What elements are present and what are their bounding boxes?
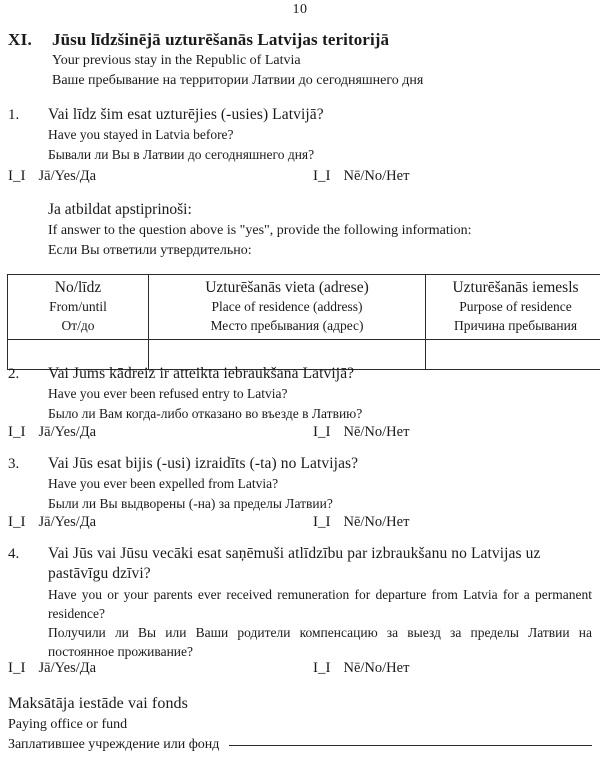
table-header-period-russian: От/до <box>61 317 95 333</box>
table-header-purpose-latvian: Uzturēšanās iemesls <box>452 279 579 296</box>
table-header-period <box>8 275 149 340</box>
question-3-answers <box>8 514 592 534</box>
question-3-number: 3. <box>8 456 20 472</box>
paying-office-block <box>8 694 592 755</box>
question-3-no-option[interactable] <box>313 514 409 531</box>
question-2-english: Have you ever been refused entry to Latvia? <box>48 386 288 402</box>
question-3-yes-option[interactable] <box>8 514 96 531</box>
question-2-no-option[interactable] <box>313 424 409 441</box>
table-header-purpose-english: Purpose of residence <box>459 299 572 315</box>
question-3-no-label: Nē/No/Нет <box>343 514 410 530</box>
question-1-number: 1. <box>8 107 20 123</box>
checkbox-icon[interactable]: I_I <box>8 514 26 530</box>
checkbox-icon[interactable]: I_I <box>313 514 331 530</box>
conditional-note-russian: Если Вы ответили утвердительно: <box>48 243 252 259</box>
table-header-purpose <box>426 275 600 340</box>
question-3-latvian: Vai Jūs esat bijis (-usi) izraidīts (-ta) no Latvijas? <box>48 455 359 472</box>
question-2-yes-option[interactable] <box>8 424 96 441</box>
table-header-purpose-russian: Причина пребывания <box>453 317 578 333</box>
section-title-latvian: Jūsu līdzšinējā uzturēšanās Latvijas teritorijā <box>52 30 390 49</box>
question-2-number: 2. <box>8 366 20 382</box>
question-1-english: Have you stayed in Latvia before? <box>48 127 234 143</box>
table-header-place <box>149 275 426 340</box>
question-1-no-label: Nē/No/Нет <box>343 168 410 184</box>
section-heading <box>8 30 592 92</box>
question-1 <box>8 105 592 164</box>
question-4-english: Have you or your parents ever received remuneration for departure from Latvia for a permanent residence? <box>48 586 592 622</box>
question-3-russian: Были ли Вы выдворены (-на) за пределы Латвии? <box>48 495 333 511</box>
table-header-period-english: From/until <box>49 299 107 315</box>
question-3-yes-label: Jā/Yes/Да <box>38 514 97 530</box>
checkbox-icon[interactable]: I_I <box>313 660 331 676</box>
question-4 <box>8 544 592 662</box>
question-1-russian: Бывали ли Вы в Латвии до сегодняшнего дня? <box>48 146 315 162</box>
paying-office-label-english: Paying office or fund <box>8 716 128 732</box>
question-2-yes-label: Jā/Yes/Да <box>38 424 97 440</box>
residence-history-table <box>7 274 600 370</box>
question-3-english: Have you ever been expelled from Latvia? <box>48 476 279 492</box>
question-2-no-label: Nē/No/Нет <box>343 424 410 440</box>
paying-office-label-russian: Заплатившее учреждение или фонд <box>8 737 220 753</box>
checkbox-icon[interactable]: I_I <box>8 424 26 440</box>
checkbox-icon[interactable]: I_I <box>313 168 331 184</box>
question-4-yes-label: Jā/Yes/Да <box>38 660 97 676</box>
paying-office-input[interactable] <box>229 745 592 746</box>
question-4-russian: Получили ли Вы или Ваши родители компенсацию за выезд за пределы Латвии на постоянное проживание? <box>48 625 592 660</box>
page-number: 10 <box>292 2 308 17</box>
question-4-yes-option[interactable] <box>8 660 96 677</box>
table-header-place-english: Place of residence (address) <box>211 299 363 315</box>
question-2-russian: Было ли Вам когда-либо отказано во въезде в Латвию? <box>48 405 363 421</box>
question-3 <box>8 454 592 513</box>
question-1-no-option[interactable] <box>313 168 409 185</box>
question-4-answers <box>8 660 592 680</box>
table-header-place-russian: Место пребывания (адрес) <box>210 317 364 333</box>
question-2 <box>8 364 592 423</box>
question-4-no-label: Nē/No/Нет <box>343 660 410 676</box>
question-1-latvian: Vai līdz šim esat uzturējies (-usies) Latvijā? <box>48 106 324 123</box>
section-numeral: XI. <box>8 30 33 49</box>
question-2-latvian: Vai Jums kādreiz ir atteikta iebraukšana Latvijā? <box>48 365 355 382</box>
question-1-answers <box>8 168 592 188</box>
question-4-no-option[interactable] <box>313 660 409 677</box>
table-header-period-latvian: No/līdz <box>54 279 102 296</box>
section-title-english: Your previous stay in the Republic of Latvia <box>52 53 301 69</box>
checkbox-icon[interactable]: I_I <box>313 424 331 440</box>
question-4-latvian: Vai Jūs vai Jūsu vecāki esat saņēmuši atlīdzību par izbraukšanu no Latvijas uz pastāvīgu dzīvi? <box>48 545 541 583</box>
question-2-answers <box>8 424 592 444</box>
paying-office-label-latvian: Maksātāja iestāde vai fonds <box>8 695 188 712</box>
checkbox-icon[interactable]: I_I <box>8 168 26 184</box>
table-header-row <box>8 275 600 340</box>
section-title-russian: Ваше пребывание на территории Латвии до сегодняшнего дня <box>52 73 424 89</box>
question-1-yes-label: Jā/Yes/Да <box>38 168 97 184</box>
question-4-number: 4. <box>8 546 20 562</box>
table-header-place-latvian: Uzturēšanās vieta (adrese) <box>205 279 369 296</box>
conditional-note-latvian: Ja atbildat apstiprinoši: <box>48 201 192 218</box>
checkbox-icon[interactable]: I_I <box>8 660 26 676</box>
conditional-note-english: If answer to the question above is "yes", provide the following information: <box>48 222 472 238</box>
conditional-note <box>48 200 592 262</box>
question-1-yes-option[interactable] <box>8 168 96 185</box>
